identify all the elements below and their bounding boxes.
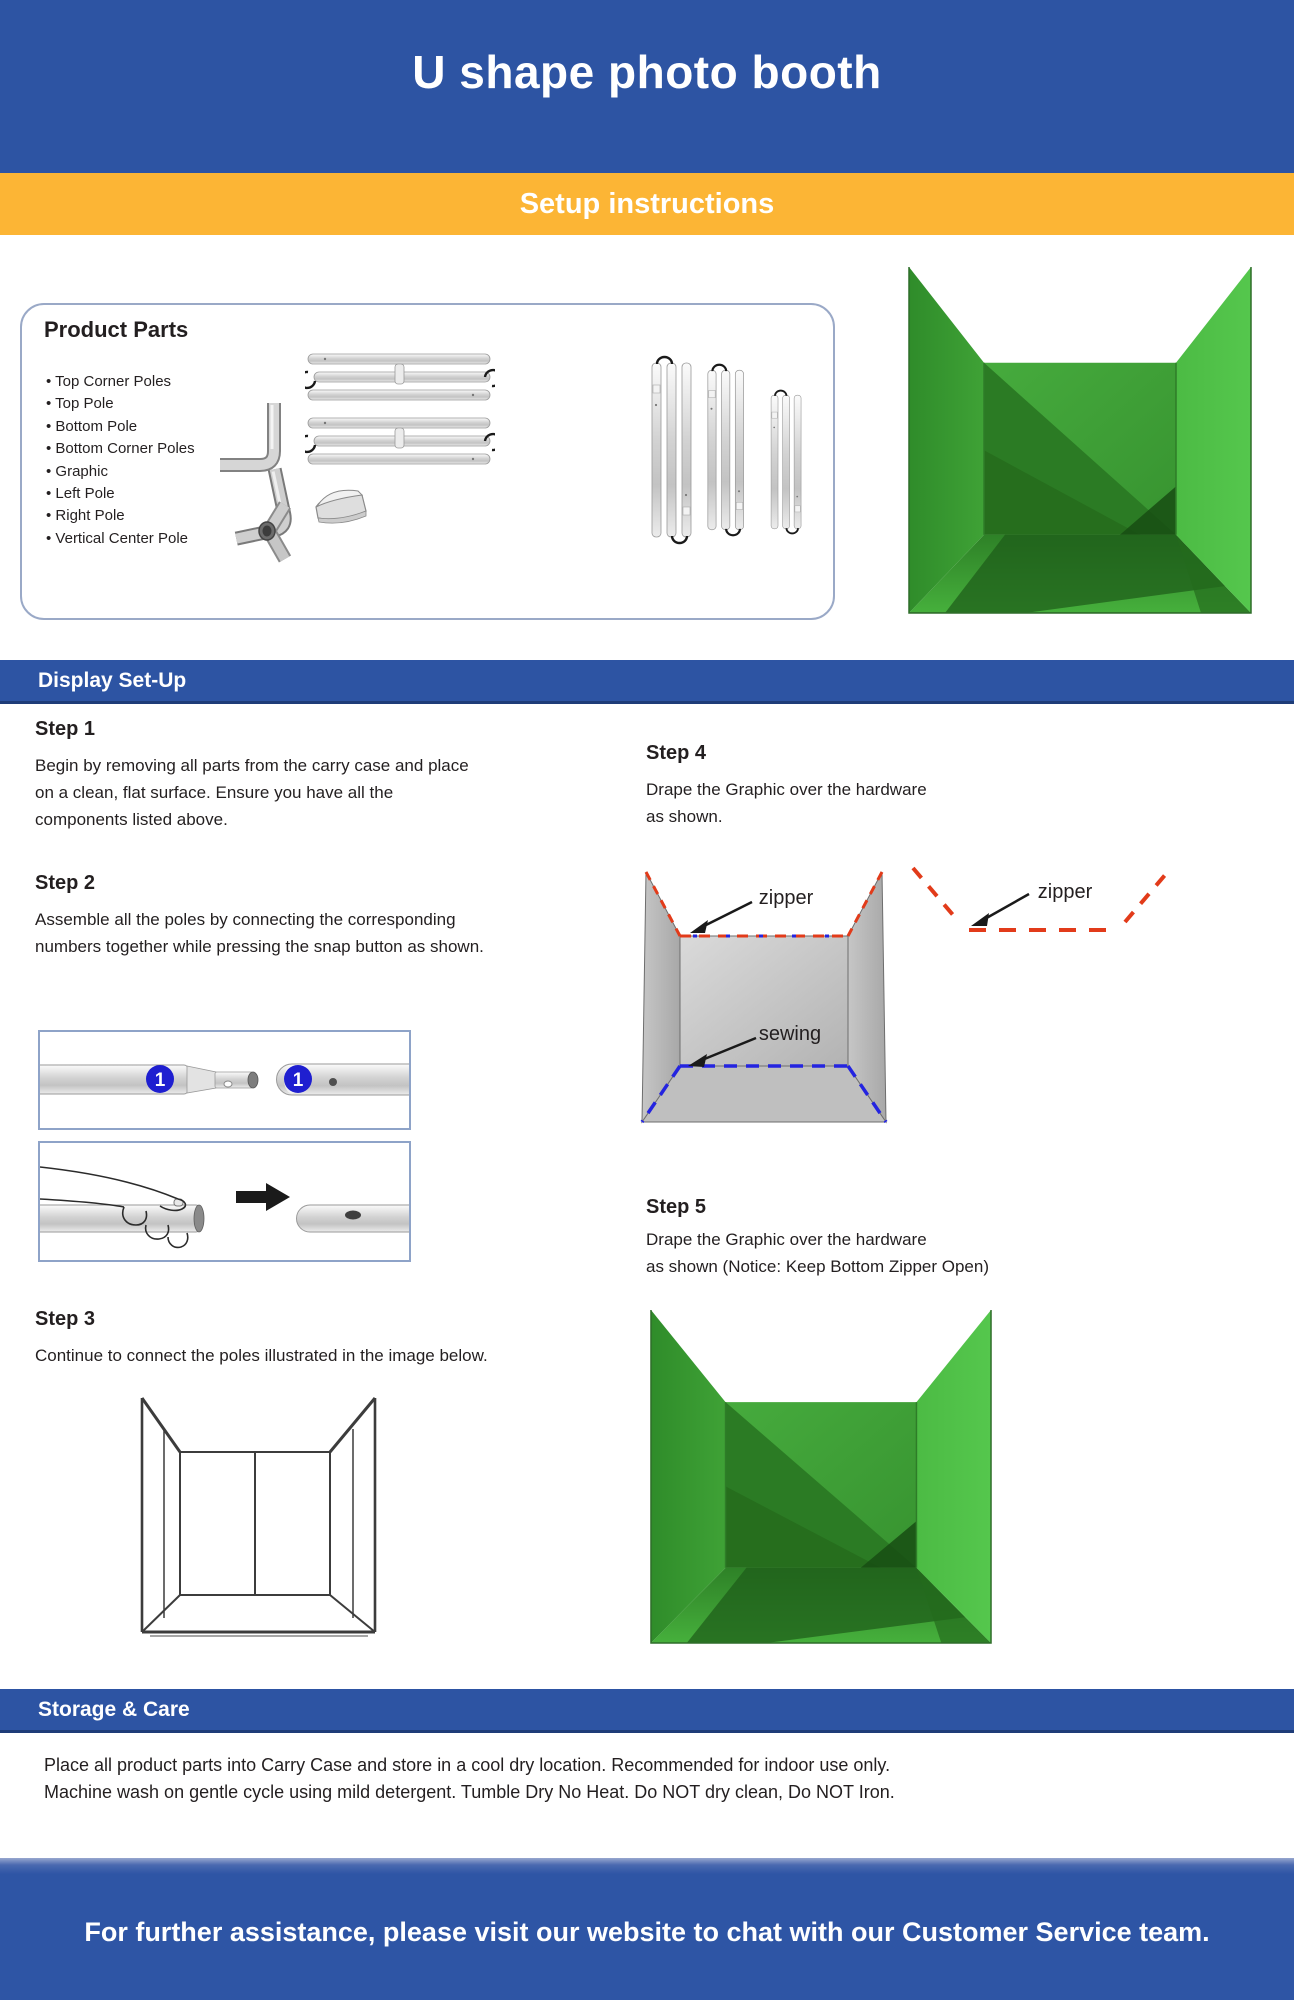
zipper-label: zipper [758,887,814,909]
product-parts-item: • Left Pole [46,483,195,505]
green-booth-photo [647,1308,995,1645]
step2-text: Assemble all the poles by connecting the corresponding numbers together while pressing the snap button as shown. [35,910,484,956]
step3-text: Continue to connect the poles illustrated in the image below. [35,1346,488,1365]
step2-title: Step 2 [35,872,96,894]
t-connector-illustration [255,497,301,567]
storage-care-text [44,1752,1264,1806]
display-setup-heading: Display Set-Up [38,668,187,692]
step4-text-line2: as shown. [646,807,723,826]
subtitle-band [0,173,1294,235]
hand-press-illustration [40,1143,409,1260]
product-parts-list [46,371,195,550]
storage-care-band [0,1689,1294,1733]
vertical-poles-illustration [650,355,698,545]
storage-care-line1: Place all product parts into Carry Case and store in a cool dry location. Recommended for indoor use only. [44,1755,891,1775]
zipper-outline-diagram [893,862,1193,947]
page-title: U shape photo booth [412,45,882,98]
display-setup-band [0,660,1294,704]
zipper-label: zipper [1037,881,1093,903]
storage-care-heading: Storage & Care [38,1697,190,1721]
product-parts-heading: Product Parts [44,317,189,342]
snap-button-diagram-2 [38,1141,411,1262]
snap-button-diagram-1 [38,1030,411,1130]
step5-text [646,1226,1206,1280]
pole-stack-illustration [305,351,495,407]
vertical-poles-illustration [706,355,750,545]
svg-text:1: 1 [154,1070,166,1091]
step1-text: Begin by removing all parts from the carry case and place on a clean, flat surface. Ensure you have all the components listed above. [35,756,469,829]
product-parts-box [20,303,835,620]
product-parts-item: • Top Corner Poles [46,371,195,393]
step4-text-line1: Drape the Graphic over the hardware [646,780,927,799]
sewing-label: sewing [758,1023,822,1045]
product-parts-item: • Vertical Center Pole [46,528,195,550]
footer-banner [0,1858,1294,2000]
numbered-poles-illustration [40,1032,409,1128]
product-parts-item: • Graphic [46,461,195,483]
product-parts-item: • Right Pole [46,505,195,527]
step3-title: Step 3 [35,1308,96,1330]
pole-stack-illustration [305,415,495,471]
step5-text-line1: Drape the Graphic over the hardware [646,1230,927,1249]
vertical-poles-illustration [768,389,808,535]
step5-title: Step 5 [646,1196,707,1218]
product-parts-item: • Bottom Corner Poles [46,438,195,460]
arrow-icon [236,1183,290,1211]
step5-text-line2: as shown (Notice: Keep Bottom Zipper Open) [646,1257,989,1276]
footer-text: For further assistance, please visit our website to chat with our Customer Service team. [84,1916,1210,1947]
step4-title: Step 4 [646,742,707,764]
storage-care-line2: Machine wash on gentle cycle using mild detergent. Tumble Dry No Heat. Do NOT dry clean, Do NOT Iron. [44,1782,895,1802]
svg-text:1: 1 [292,1070,304,1091]
arrow-icon [971,913,989,926]
product-parts-item: • Bottom Pole [46,416,195,438]
folded-graphic-illustration [310,477,372,529]
arrow-icon [690,920,708,933]
graphic-drape-diagram [638,866,890,1130]
green-booth-photo [905,265,1255,615]
product-parts-item: • Top Pole [46,393,195,415]
frame-wireframe-illustration [140,1396,377,1640]
step4-text [646,776,1166,830]
header-banner [0,0,1294,173]
subtitle-text: Setup instructions [519,187,775,220]
step1-title: Step 1 [35,718,96,740]
